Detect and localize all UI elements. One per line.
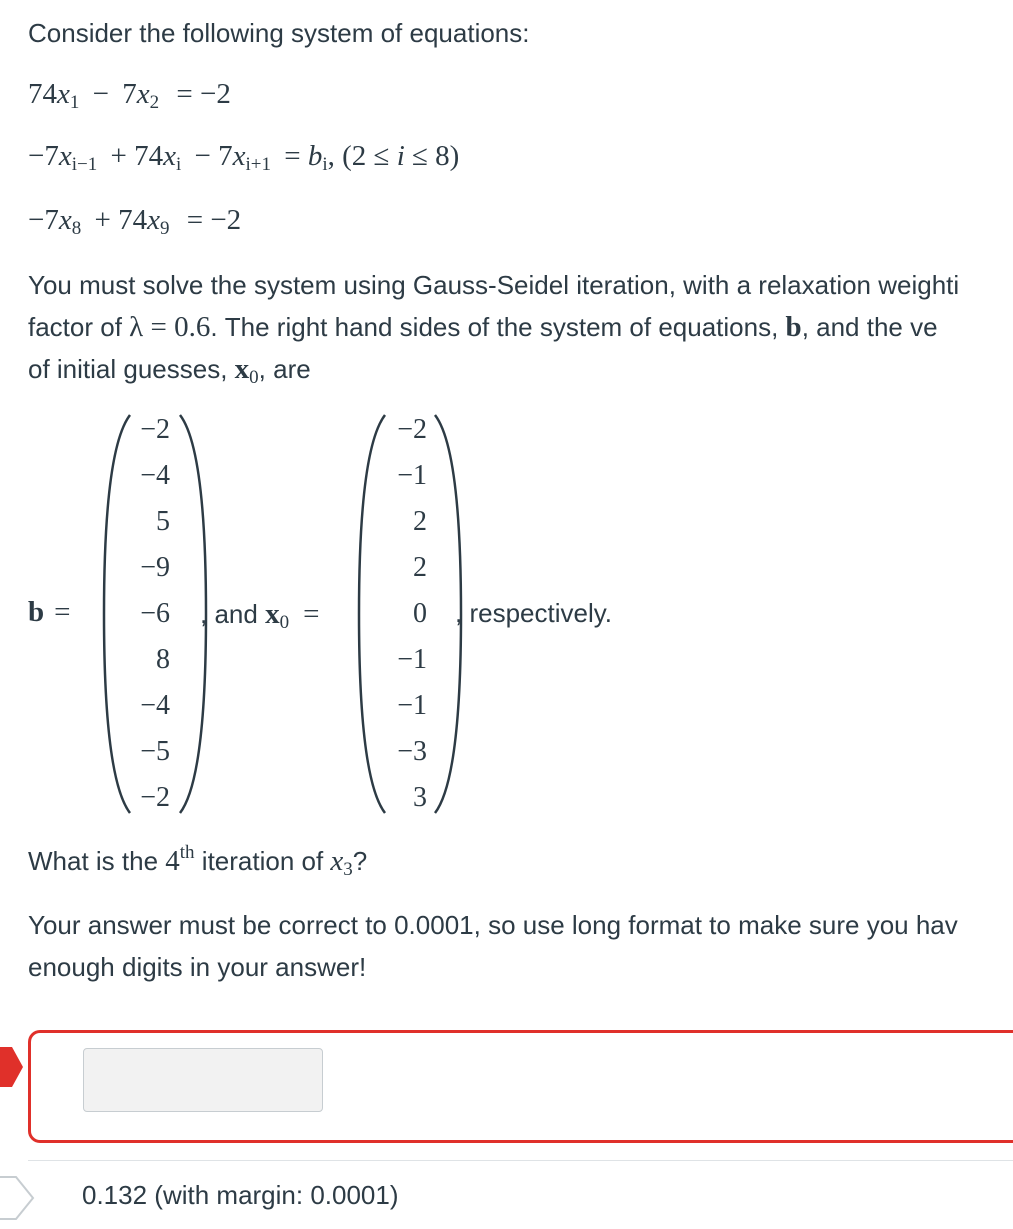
b-vector-entries [110,409,170,819]
b-vector-label: b = [28,596,71,628]
question-text: What is the 4th iteration of $x_3$? [28,842,368,880]
equation-1: $74x_1 - 7x_2 = -2$ [28,78,231,113]
description-line-2: factor of λ = 0.6. The right hand sides of the system of equations, b, and the ve [28,311,938,343]
divider [28,1160,1013,1161]
intro-text: Consider the following system of equations: [28,18,530,48]
x0-vector-entry: 0 [413,598,427,629]
b-vector-entry: −2 [140,414,170,445]
equation-2: $-7x_{i-1} + 74x_i - 7x_{i+1} = b_i$, (2 ≤ i ≤ 8) [28,140,460,175]
x0-vector-entry: −2 [397,414,427,445]
x0-vector-entry: 2 [413,506,427,537]
description-line-3: of initial guesses, $x_0$, are [28,353,311,388]
instruction-line-1: Your answer must be correct to 0.0001, so use long format to make sure you hav [28,910,958,940]
b-vector-entry: −9 [140,552,170,583]
b-vector-entry: 5 [156,506,170,537]
incorrect-marker-icon [0,1044,24,1090]
instruction-line-2: enough digits in your answer! [28,952,367,982]
b-vector-entry: −2 [140,782,170,813]
x0-vector-entries [367,409,427,819]
x0-vector-entry: −1 [397,644,427,675]
b-vector-entry: −4 [140,460,170,491]
x0-vector-entry: −3 [397,736,427,767]
description-line-1: You must solve the system using Gauss-Seidel iteration, with a relaxation weighti [28,270,960,300]
x0-vector-entry: 3 [413,782,427,813]
respectively-text: , respectively. [455,598,613,628]
x0-vector [355,409,465,819]
b-vector-entry: 8 [156,644,170,675]
equation-3: $-7x_8 + 74x_9 = -2$ [28,204,242,239]
x0-vector-entry: −1 [397,460,427,491]
method-description [28,264,1013,390]
b-vector-entry: −5 [140,736,170,767]
and-x0-label: , and $x_0$ = [200,598,320,633]
b-vector-entry: −4 [140,690,170,721]
instruction-text [28,904,1013,988]
x0-vector-entry: −1 [397,690,427,721]
x0-vector-entry: 2 [413,552,427,583]
answer-input[interactable] [83,1048,323,1112]
b-vector [100,409,210,819]
correct-answer-text: 0.132 (with margin: 0.0001) [82,1180,399,1210]
b-vector-entry: −6 [140,598,170,629]
correct-answer-marker-icon [0,1173,36,1223]
